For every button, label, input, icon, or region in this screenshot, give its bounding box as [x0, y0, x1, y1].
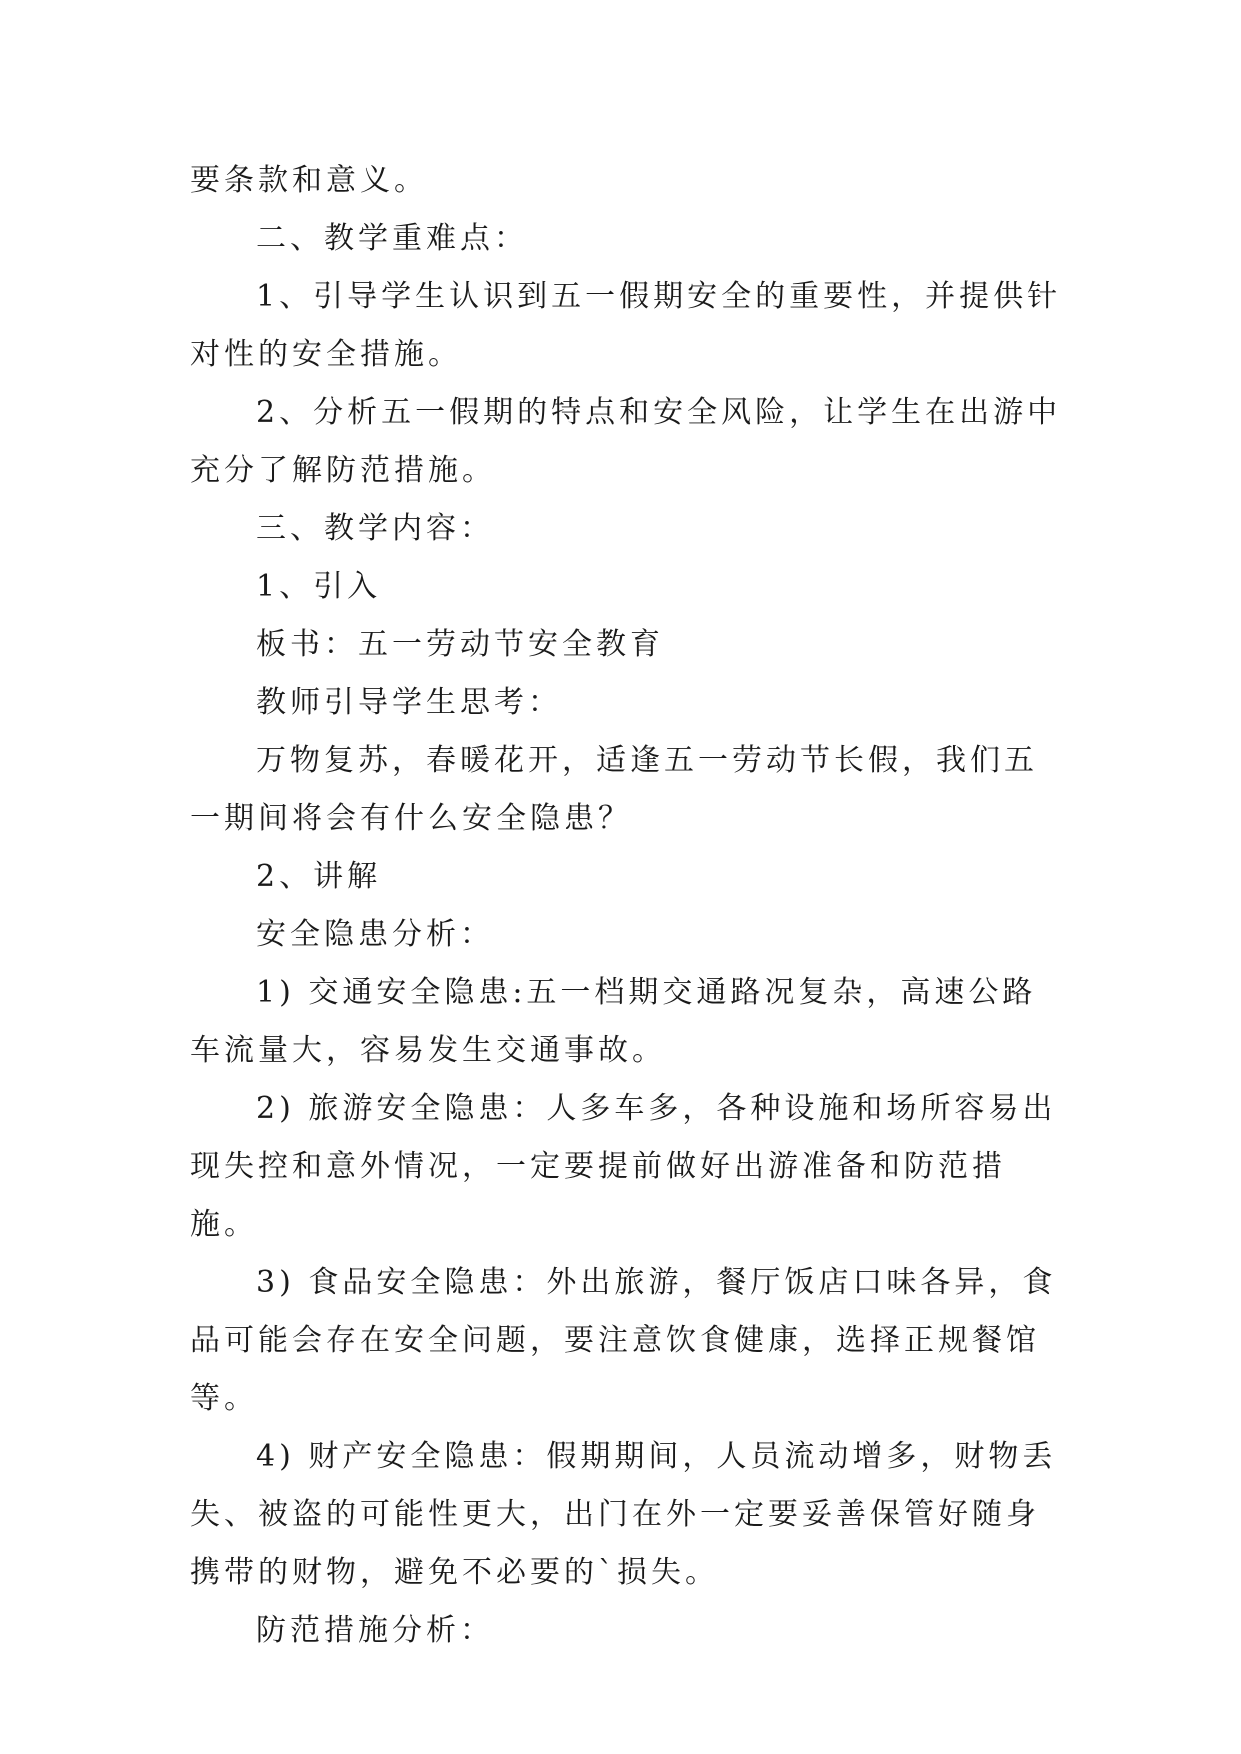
paragraph: 安全隐患分析： [256, 917, 494, 952]
paragraph: 2) 旅游安全隐患：人多车多，各种设施和场所容易出现失控和意外情况，一定要提前做好出游准备和防范措施。 [190, 1091, 1057, 1242]
paragraph: 防范措施分析： [256, 1613, 494, 1648]
paragraph: 万物复苏，春暖花开，适逢五一劳动节长假，我们五一期间将会有什么安全隐患？ [190, 743, 1038, 836]
paragraph: 1、引导学生认识到五一假期安全的重要性，并提供针对性的安全措施。 [190, 279, 1062, 372]
paragraph: 3) 食品安全隐患：外出旅游，餐厅饭店口味各异，食品可能会存在安全问题，要注意饮食健康，选择正规餐馆等。 [190, 1265, 1057, 1416]
paragraph: 板书：五一劳动节安全教育 [256, 627, 664, 662]
paragraph: 教师引导学生思考： [256, 685, 562, 720]
paragraph: 要条款和意义。 [190, 163, 428, 198]
paragraph: 1、引入 [256, 569, 382, 604]
section-heading: 二、教学重难点： [256, 221, 528, 256]
paragraph: 2、分析五一假期的特点和安全风险，让学生在出游中充分了解防范措施。 [190, 395, 1062, 488]
document-body [190, 152, 1070, 1660]
section-heading: 三、教学内容： [256, 511, 494, 546]
paragraph: 2、讲解 [256, 859, 382, 894]
paragraph: 1) 交通安全隐患:五一档期交通路况复杂，高速公路车流量大，容易发生交通事故。 [190, 975, 1037, 1068]
paragraph: 4) 财产安全隐患：假期期间，人员流动增多，财物丢失、被盗的可能性更大，出门在外一定要妥善保管好随身携带的财物，避免不必要的`损失。 [190, 1439, 1057, 1590]
